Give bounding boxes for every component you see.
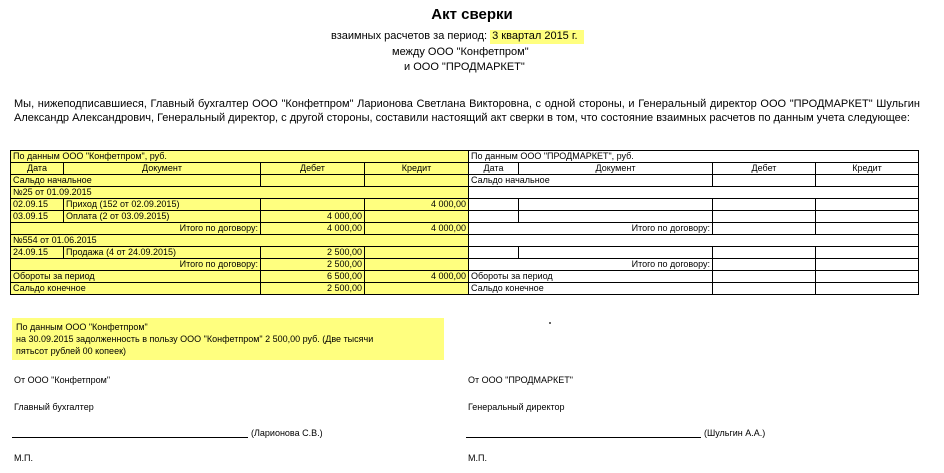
col-document: Документ xyxy=(64,163,261,175)
contract-total-label: Итого по договору: xyxy=(11,259,261,271)
cell-credit: 4 000,00 xyxy=(365,199,469,211)
col-document-right: Документ xyxy=(519,163,713,175)
document-title: Акт сверки xyxy=(431,6,513,23)
cell-document: Продажа (4 от 24.09.2015) xyxy=(64,247,261,259)
right-org: От ООО "ПРОДМАРКЕТ" xyxy=(468,375,573,385)
conclusion xyxy=(16,321,373,357)
cell-debit: 4 000,00 xyxy=(261,211,365,223)
turnover-label-right: Обороты за период xyxy=(469,271,713,283)
intro-paragraph: Мы, нижеподписавшиеся, Главный бухгалтер ООО "Конфетпром" Ларионова Светлана Викторовна, с одной стороны, и Генеральный директор ООО "ПРОДМАРКЕТ" Шульгин Александр Александрович, Генеральный директор, с другой стороны, составили настоящий акт сверки в том, что состояние взаимных расчетов по данным учета следующее: xyxy=(14,98,920,124)
cell-credit xyxy=(365,283,469,295)
table-row xyxy=(11,283,919,295)
period-prefix: взаимных расчетов за период: xyxy=(331,30,488,42)
table-row xyxy=(11,211,919,223)
cell-debit: 2 500,00 xyxy=(261,283,365,295)
cell-credit: 4 000,00 xyxy=(365,271,469,283)
table-row xyxy=(11,163,919,175)
col-credit: Кредит xyxy=(365,163,469,175)
left-name: (Ларионова С.В.) xyxy=(251,428,323,438)
col-debit-right: Дебет xyxy=(713,163,816,175)
contract-total-label: Итого по договору: xyxy=(11,223,261,235)
cell-debit: 6 500,00 xyxy=(261,271,365,283)
opening-balance-label: Сальдо начальное xyxy=(11,175,261,187)
cell-credit xyxy=(365,259,469,271)
closing-balance-label: Сальдо конечное xyxy=(11,283,261,295)
table-row xyxy=(11,151,919,163)
cell-credit xyxy=(365,247,469,259)
conclusion-line-3: пятьсот рублей 00 копеек) xyxy=(16,346,127,356)
right-signature-line xyxy=(466,437,701,438)
table-row xyxy=(11,223,919,235)
cell-document: Приход (152 от 02.09.2015) xyxy=(64,199,261,211)
cell-document: Оплата (2 от 03.09.2015) xyxy=(64,211,261,223)
conclusion-line-1: По данным ООО "Конфетпром" xyxy=(16,322,148,332)
cell-date: 03.09.15 xyxy=(11,211,64,223)
left-stamp: М.П. xyxy=(14,453,33,463)
turnover-label: Обороты за период xyxy=(11,271,261,283)
contract-2: №554 от 01.06.2015 xyxy=(11,235,469,247)
col-debit: Дебет xyxy=(261,163,365,175)
cell-debit xyxy=(261,199,365,211)
right-name: (Шульгин А.А.) xyxy=(704,428,766,438)
dot-mark xyxy=(549,322,551,324)
closing-balance-label-right: Сальдо конечное xyxy=(469,283,713,295)
contract-total-label-right: Итого по договору: xyxy=(469,223,713,235)
left-header: По данным ООО "Конфетпром", руб. xyxy=(11,151,469,163)
opening-balance-label-right: Сальдо начальное xyxy=(469,175,713,187)
left-org: От ООО "Конфетпром" xyxy=(14,375,111,385)
table-row xyxy=(11,187,919,199)
table-row xyxy=(11,247,919,259)
right-role: Генеральный директор xyxy=(468,402,565,412)
cell-debit: 4 000,00 xyxy=(261,223,365,235)
col-date-right: Дата xyxy=(469,163,519,175)
contract-total-label-right: Итого по договору: xyxy=(469,259,713,271)
col-date: Дата xyxy=(11,163,64,175)
period-value: 3 квартал 2015 г. xyxy=(490,30,583,44)
cell-credit: 4 000,00 xyxy=(365,223,469,235)
table-row xyxy=(11,259,919,271)
cell-date: 02.09.15 xyxy=(11,199,64,211)
table-row xyxy=(11,235,919,247)
cell-date: 24.09.15 xyxy=(11,247,64,259)
right-header: По данным ООО "ПРОДМАРКЕТ", руб. xyxy=(469,151,919,163)
table-row xyxy=(11,199,919,211)
party-line-1: между ООО "Конфетпром" xyxy=(392,46,529,58)
period-line xyxy=(331,30,584,42)
left-signature-line xyxy=(12,437,248,438)
table-row xyxy=(11,175,919,187)
left-role: Главный бухгалтер xyxy=(14,402,94,412)
contract-1: №25 от 01.09.2015 xyxy=(11,187,469,199)
table-row xyxy=(11,271,919,283)
party-line-2: и ООО "ПРОДМАРКЕТ" xyxy=(404,61,525,73)
cell-debit: 2 500,00 xyxy=(261,259,365,271)
right-stamp: М.П. xyxy=(468,453,487,463)
conclusion-line-2: на 30.09.2015 задолженность в пользу ООО "Конфетпром" 2 500,00 руб. (Две тысячи xyxy=(16,334,374,344)
cell-credit xyxy=(365,211,469,223)
reconciliation-table xyxy=(10,150,919,295)
cell-debit: 2 500,00 xyxy=(261,247,365,259)
col-credit-right: Кредит xyxy=(816,163,919,175)
